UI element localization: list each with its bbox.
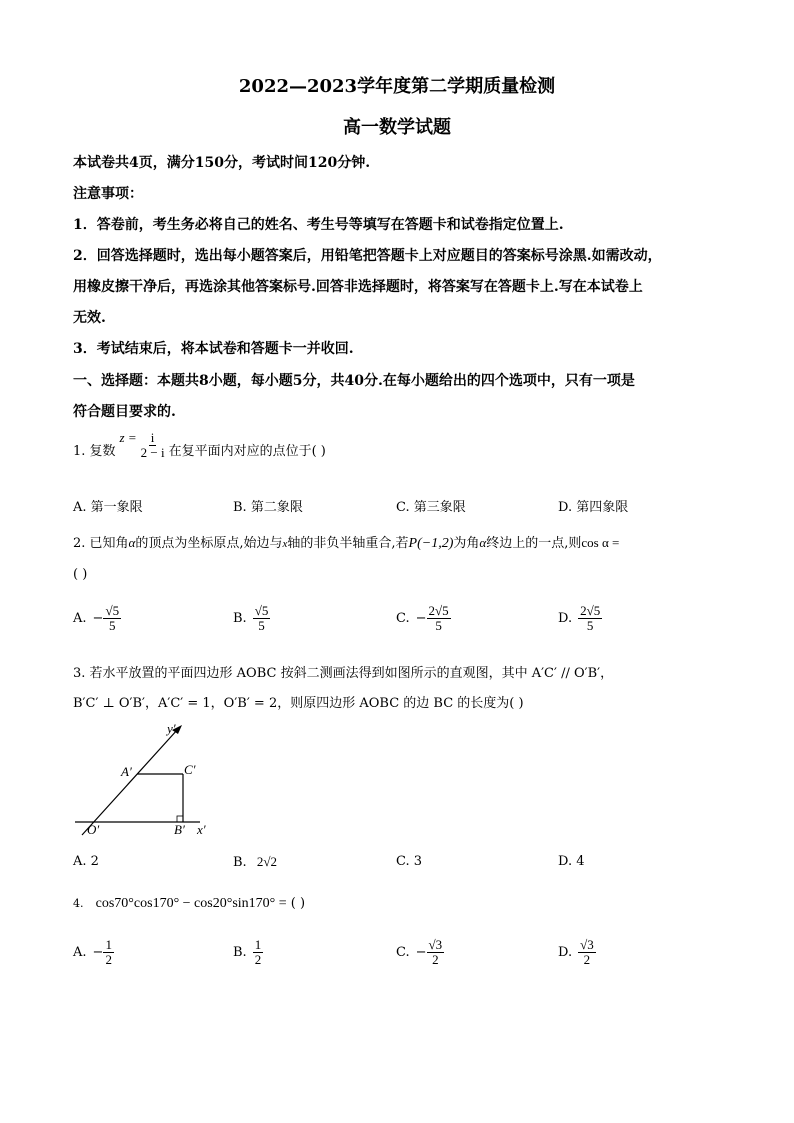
q2-x: x xyxy=(282,538,288,550)
q4-c-sign: − xyxy=(415,945,427,960)
question-2 xyxy=(73,532,619,552)
q2-text-e: 终边上的一点,则 xyxy=(486,536,582,551)
label-o: O′ xyxy=(87,822,100,837)
q4-c-label: C. xyxy=(396,945,410,960)
q1-prefix: 1. 复数 xyxy=(73,444,116,459)
q1-option-b: B. 第二象限 xyxy=(233,500,303,515)
q4-c-num: √3 xyxy=(428,937,443,952)
q4-paren: ( ) xyxy=(290,896,306,911)
q2-alpha: α xyxy=(128,535,136,550)
q4-d-fraction xyxy=(578,938,596,967)
q2-a-label: A. xyxy=(73,611,87,626)
label-y: y′ xyxy=(167,721,176,736)
q3-b-value: 2√2 xyxy=(256,854,277,869)
q4-b-fraction xyxy=(253,938,264,967)
q4-c-den: 2 xyxy=(432,952,439,967)
q4-d-den: 2 xyxy=(583,952,591,967)
q4-b-num: 1 xyxy=(254,937,262,952)
q2-a-num: √5 xyxy=(105,603,120,618)
q2-d-label: D. xyxy=(558,611,573,626)
q2-cos: cos α = xyxy=(581,535,620,550)
note-2-line-b: 用橡皮擦干净后，再选涂其他答案标号.回答非选择题时，将答案写在答题卡上.写在本试卷上 xyxy=(73,279,643,295)
label-b: B′ xyxy=(174,822,185,837)
q2-text-a: 2. 已知角 xyxy=(73,536,129,551)
q1-z-eq: z = xyxy=(119,430,137,445)
section-heading-b: 符合题目要求的. xyxy=(73,404,176,420)
note-3: 3．考试结束后，将本试卷和答题卡一并收回. xyxy=(73,341,354,357)
q2-c-fraction xyxy=(427,604,451,633)
q2-d-fraction xyxy=(578,604,602,633)
q3-text-b: B′C′ ⊥ O′B′，A′C′ = 1，O′B′ = 2，则原四边形 AOBC 的边 BC 的长度为( ) xyxy=(73,696,524,711)
q2-option-b xyxy=(233,604,270,633)
q2-d-den: 5 xyxy=(586,618,594,633)
q2-c-den: 5 xyxy=(435,618,442,633)
note-2-line-a: 2．回答选择题时，选出每小题答案后，用铅笔把答题卡上对应题目的答案标号涂黑.如需改动， xyxy=(73,248,662,264)
q4-d-label: D. xyxy=(558,945,573,960)
q4-a-sign: − xyxy=(92,945,104,960)
q4-c-fraction xyxy=(427,938,445,967)
q2-option-d xyxy=(558,604,602,633)
q4-expression: cos70°cos170° − cos20°sin170° = xyxy=(95,896,287,911)
q1-fraction xyxy=(139,431,167,460)
q4-a-den: 2 xyxy=(105,952,112,967)
q1-option-d: D. 第四象限 xyxy=(558,500,629,515)
q2-c-sign: − xyxy=(415,611,427,626)
exam-subtitle: 高一数学试题 xyxy=(343,117,451,138)
q2-b-fraction xyxy=(253,604,271,633)
q3-figure xyxy=(70,715,230,845)
q2-c-label: C. xyxy=(396,611,410,626)
q2-a-sign: − xyxy=(92,611,104,626)
question-4 xyxy=(73,896,305,912)
q3-option-d: D. 4 xyxy=(558,854,585,869)
q4-b-den: 2 xyxy=(254,952,262,967)
q1-suffix: 在复平面内对应的点位于( ) xyxy=(168,444,326,459)
q1-denominator: 2 − i xyxy=(140,445,165,460)
q4-a-num: 1 xyxy=(105,937,112,952)
q3-b-label: B. xyxy=(233,855,247,870)
q2-text-b: 的顶点为坐标原点,始边与 xyxy=(135,536,283,551)
q4-option-a xyxy=(73,938,114,967)
note-2-line-c: 无效. xyxy=(73,310,106,326)
q2-b-label: B. xyxy=(233,611,247,626)
q3-option-b xyxy=(233,854,277,870)
note-1: 1．答卷前，考生务必将自己的姓名、考生号等填写在答题卡和试卷指定位置上. xyxy=(73,217,564,233)
q2-a-fraction xyxy=(103,604,121,633)
q3-option-c: C. 3 xyxy=(396,854,423,869)
q2-text-d: 为角 xyxy=(453,536,480,551)
q2-d-num: 2√5 xyxy=(580,603,601,618)
q4-option-d xyxy=(558,938,596,967)
label-c: C′ xyxy=(184,762,196,777)
label-a: A′ xyxy=(121,764,132,779)
q4-a-fraction xyxy=(103,938,114,967)
y-axis xyxy=(82,729,178,835)
q1-option-c: C. 第三象限 xyxy=(396,500,466,515)
exam-info: 本试卷共4页，满分150分，考试时间120分钟. xyxy=(73,155,371,171)
q4-a-label: A. xyxy=(73,945,87,960)
q3-text-a: 3. 若水平放置的平面四边形 AOBC 按斜二测画法得到如图所示的直观图，其中 A′C′ // O′B′， xyxy=(73,666,614,681)
q2-c-num: 2√5 xyxy=(428,603,449,618)
q2-paren: ( ) xyxy=(73,567,88,582)
question-1 xyxy=(73,430,326,462)
q2-alpha-2: α xyxy=(479,535,487,550)
label-x: x′ xyxy=(197,822,206,837)
exam-title: 2022—2023学年度第二学期质量检测 xyxy=(238,76,556,97)
q2-b-den: 5 xyxy=(258,618,265,633)
q2-text-c: 轴的非负半轴重合,若 xyxy=(287,536,409,551)
q1-option-a: A. 第一象限 xyxy=(73,500,143,515)
q2-point: P(−1,2) xyxy=(408,536,454,551)
q2-option-a xyxy=(73,604,121,633)
q4-option-c xyxy=(396,938,444,967)
notes-heading: 注意事项： xyxy=(73,186,143,202)
q1-numerator: i xyxy=(150,430,155,445)
q4-option-b xyxy=(233,938,263,967)
q3-option-a: A. 2 xyxy=(73,854,99,869)
q4-b-label: B. xyxy=(233,945,247,960)
section-heading-a: 一、选择题：本题共8小题，每小题5分，共40分.在每小题给出的四个选项中，只有一项是 xyxy=(73,373,635,389)
q2-option-c xyxy=(396,604,451,633)
q4-prefix: 4. xyxy=(73,897,84,910)
q2-a-den: 5 xyxy=(109,618,116,633)
q4-d-num: √3 xyxy=(580,937,594,952)
q2-b-num: √5 xyxy=(254,603,269,618)
